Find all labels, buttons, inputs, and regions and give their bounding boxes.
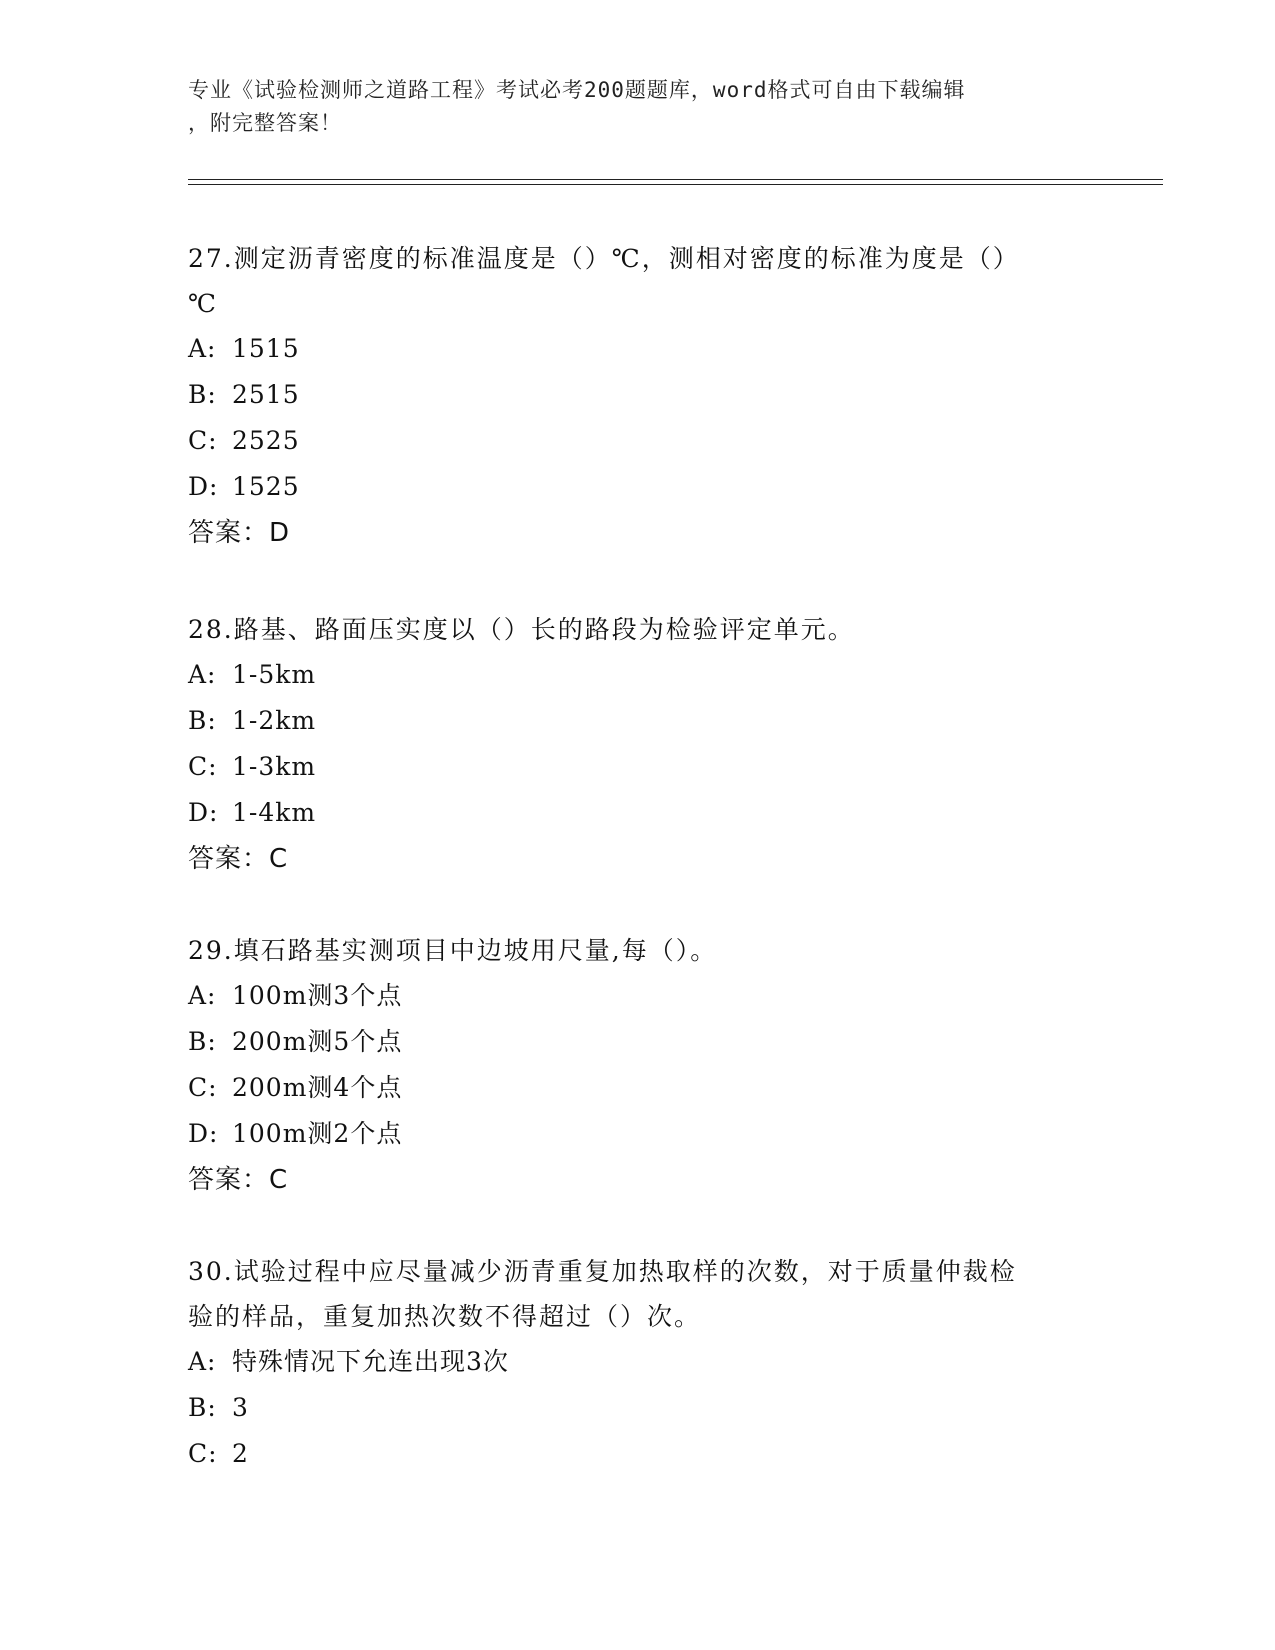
option-letter: A: <box>188 660 217 689</box>
question-28 <box>188 607 1088 882</box>
option-b <box>188 1385 1088 1431</box>
option-letter: D: <box>188 798 219 827</box>
option-text: 100m测3个点 <box>232 981 403 1010</box>
option-text: 1-4km <box>232 798 317 827</box>
option-text: 2515 <box>232 380 300 409</box>
option-c <box>188 1065 1088 1111</box>
option-b <box>188 1019 1088 1065</box>
question-stem: 29.填石路基实测项目中边坡用尺量,每（）。 <box>188 936 718 965</box>
option-c <box>188 744 1088 790</box>
header-title-line1: 专业《试验检测师之道路工程》考试必考200题题库，word格式可自由下载编辑 <box>188 78 966 102</box>
question-29 <box>188 928 1088 1203</box>
option-letter: A: <box>188 1347 217 1376</box>
option-text: 200m测5个点 <box>232 1027 403 1056</box>
option-letter: B: <box>188 706 217 735</box>
question-30 <box>188 1249 1088 1477</box>
option-text: 200m测4个点 <box>232 1073 403 1102</box>
option-d <box>188 790 1088 836</box>
option-text: 特殊情况下允连出现3次 <box>232 1347 509 1376</box>
option-b <box>188 372 1088 418</box>
header-title-line2: ，附完整答案！ <box>188 111 342 135</box>
option-letter: B: <box>188 380 217 409</box>
option-letter: C: <box>188 1439 218 1468</box>
option-text: 2 <box>232 1439 249 1468</box>
option-c <box>188 418 1088 464</box>
option-text: 1-5km <box>232 660 317 689</box>
option-d <box>188 1111 1088 1157</box>
header-divider-bottom <box>188 184 1163 185</box>
question-stem: 27.测定沥青密度的标准温度是（）℃，测相对密度的标准为度是（） <box>188 244 1020 273</box>
option-c <box>188 1431 1088 1477</box>
question-stem-continued: 验的样品，重复加热次数不得超过（）次。 <box>188 1302 702 1331</box>
option-text: 100m测2个点 <box>232 1119 403 1148</box>
option-letter: B: <box>188 1027 217 1056</box>
option-letter: B: <box>188 1393 217 1422</box>
answer-line: 答案：C <box>188 844 289 874</box>
option-a <box>188 652 1088 698</box>
question-27 <box>188 236 1088 556</box>
header-divider-top <box>188 179 1163 180</box>
option-letter: A: <box>188 981 217 1010</box>
option-letter: A: <box>188 334 217 363</box>
option-letter: C: <box>188 1073 218 1102</box>
option-letter: C: <box>188 426 218 455</box>
option-a <box>188 326 1088 372</box>
question-stem: 28.路基、路面压实度以（）长的路段为检验评定单元。 <box>188 615 855 644</box>
answer-line: 答案：D <box>188 518 291 548</box>
option-letter: D: <box>188 1119 219 1148</box>
option-text: 2525 <box>232 426 300 455</box>
answer-line: 答案：C <box>188 1165 289 1195</box>
option-d <box>188 464 1088 510</box>
option-a <box>188 1339 1088 1385</box>
option-a <box>188 973 1088 1019</box>
question-stem: 30.试验过程中应尽量减少沥青重复加热取样的次数，对于质量仲裁检 <box>188 1257 1017 1286</box>
option-text: 1515 <box>232 334 300 363</box>
question-stem-continued: ℃ <box>188 289 218 318</box>
option-text: 3 <box>232 1393 249 1422</box>
document-header <box>188 74 1088 140</box>
option-letter: D: <box>188 472 219 501</box>
option-text: 1525 <box>232 472 300 501</box>
option-text: 1-3km <box>232 752 317 781</box>
option-letter: C: <box>188 752 218 781</box>
option-b <box>188 698 1088 744</box>
option-text: 1-2km <box>232 706 317 735</box>
